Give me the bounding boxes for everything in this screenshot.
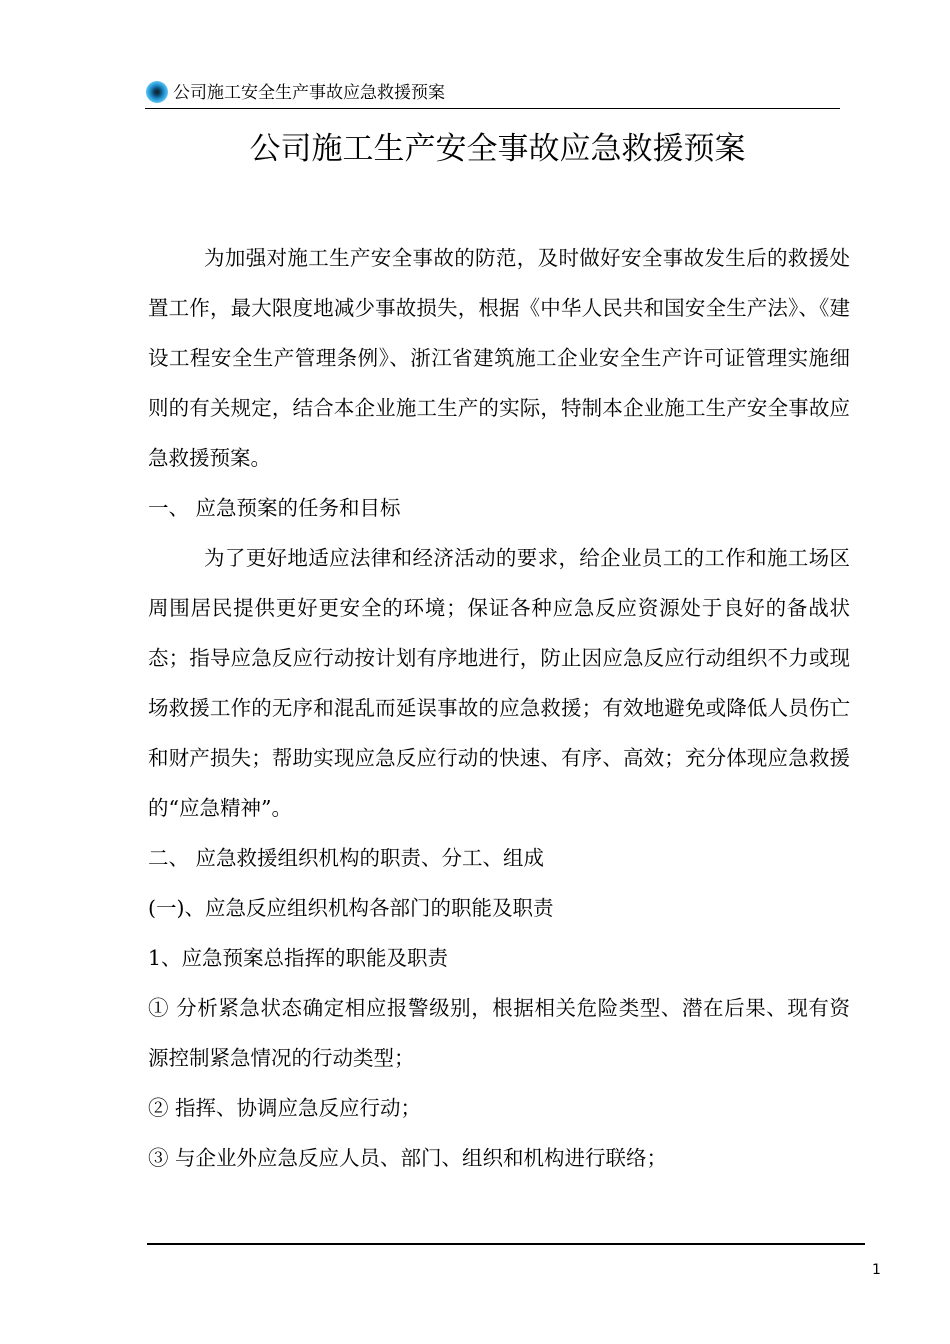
list-item-1: ① 分析紧急状态确定相应报警级别，根据相关危险类型、潜在后果、现有资源控制紧急情况的行动类型；: [148, 996, 850, 1070]
header-title: 公司施工安全生产事故应急救援预案: [173, 83, 445, 103]
section-heading-1: 一、 应急预案的任务和目标: [148, 496, 401, 520]
item-heading-1: 1、应急预案总指挥的职能及职责: [148, 946, 449, 970]
page-header: [145, 78, 840, 109]
document-title: 公司施工生产安全事故应急救援预案: [249, 131, 746, 167]
company-logo-icon: [146, 81, 168, 103]
page-number: 1: [872, 1262, 881, 1278]
paragraph-intro: 为加强对施工生产安全事故的防范，及时做好安全事故发生后的救援处置工作，最大限度地减少事故损失，根据《中华人民共和国安全生产法》、《建设工程安全生产管理条例》、浙江省建筑施工企业安全生产许可证管理实施细则的有关规定，结合本企业施工生产的实际，特制本企业施工生产安全事故应急救援预案。: [148, 246, 850, 470]
list-item-3: ③ 与企业外应急反应人员、部门、组织和机构进行联络；: [148, 1146, 668, 1170]
document-body: [148, 233, 850, 1183]
footer-divider: [147, 1243, 865, 1245]
paragraph-task-goals: 为了更好地适应法律和经济活动的要求，给企业员工的工作和施工场区周围居民提供更好更安全的环境；保证各种应急反应资源处于良好的备战状态；指导应急反应行动按计划有序地进行，防止因应急反应行动组织不力或现场救援工作的无序和混乱而延误事故的应急救援；有效地避免或降低人员伤亡和财产损失；帮助实现应急反应行动的快速、有序、高效；充分体现应急救援的“应急精神”。: [148, 546, 850, 820]
subsection-heading-1: (一)、应急反应组织机构各部门的职能及职责: [148, 896, 554, 920]
list-item-2: ② 指挥、协调应急反应行动；: [148, 1096, 422, 1120]
section-heading-2: 二、 应急救援组织机构的职责、分工、组成: [148, 846, 545, 870]
